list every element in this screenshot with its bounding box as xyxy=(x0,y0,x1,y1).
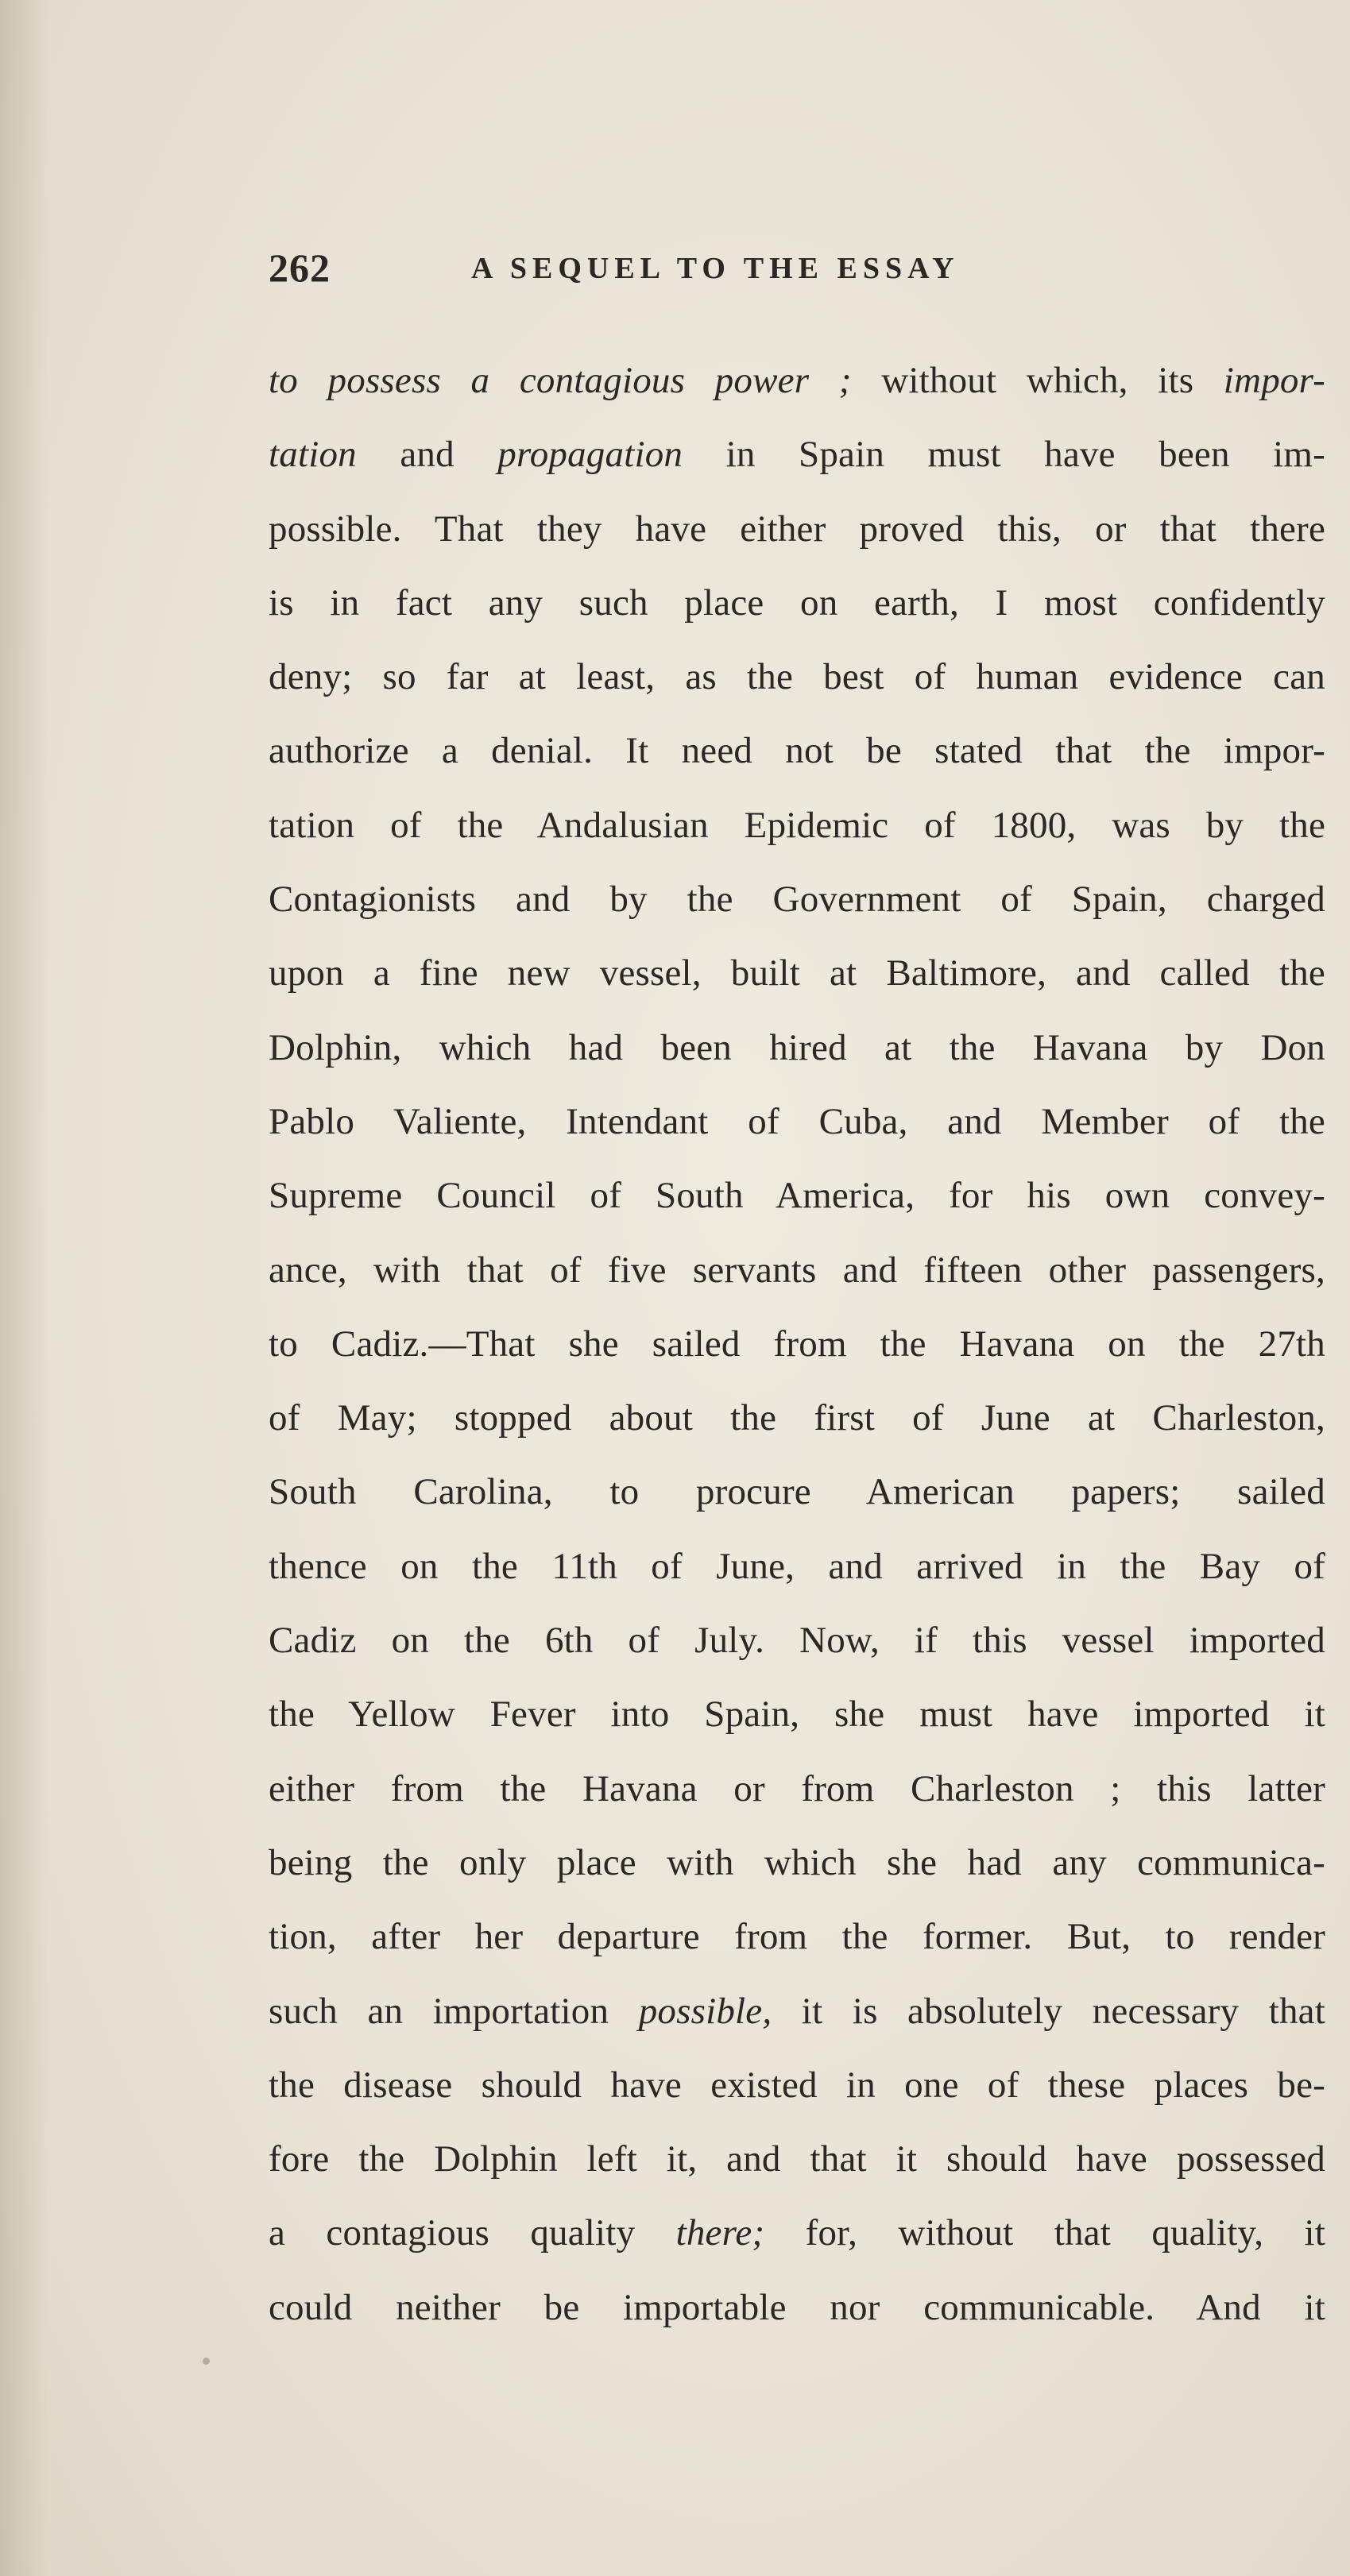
italic-segment: to possess a contagious power ; xyxy=(269,360,852,401)
text-segment: tation of the Andalusian Epidemic of 1800, was by the xyxy=(269,804,1325,846)
text-segment: fore the Dolphin left it, and that it should have possessed xyxy=(269,2138,1325,2180)
text-line xyxy=(269,789,1325,863)
text-line xyxy=(269,1604,1325,1678)
text-line xyxy=(269,1530,1325,1604)
italic-segment: impor- xyxy=(1223,360,1325,401)
text-segment: the Yellow Fever into Spain, she must have imported it xyxy=(269,1694,1325,1736)
text-segment: authorize a denial. It need not be stated that the impor- xyxy=(269,730,1325,772)
text-line xyxy=(269,1900,1325,1974)
page-header xyxy=(269,245,1111,308)
text-line xyxy=(269,1826,1325,1900)
text-segment: of May; stopped about the first of June at Charleston, xyxy=(269,1397,1325,1439)
text-line xyxy=(269,1752,1325,1826)
text-segment: for, without that quality, it xyxy=(764,2212,1325,2254)
text-segment: deny; so far at least, as the best of human evidence can xyxy=(269,656,1325,698)
text-segment: either from the Havana or from Charleston ; this latter xyxy=(269,1767,1325,1809)
text-segment: and xyxy=(356,434,498,476)
text-line xyxy=(269,566,1325,640)
text-line xyxy=(269,937,1325,1010)
text-line xyxy=(269,1159,1325,1233)
italic-segment: there; xyxy=(675,2212,765,2254)
text-segment: thence on the 11th of June, and arrived in the Bay of xyxy=(269,1545,1325,1587)
text-line xyxy=(269,640,1325,714)
text-line xyxy=(269,1455,1325,1529)
text-segment: Contagionists and by the Government of Spain, charged xyxy=(269,879,1325,921)
text-segment: Dolphin, which had been hired at the Havana by Don xyxy=(269,1026,1325,1068)
text-line xyxy=(269,344,1325,418)
text-line xyxy=(269,2049,1325,2122)
text-segment: upon a fine new vessel, built at Baltimore, and called the xyxy=(269,952,1325,994)
text-segment: being the only place with which she had any communica- xyxy=(269,1841,1325,1883)
text-segment: Cadiz on the 6th of July. Now, if this vessel imported xyxy=(269,1620,1325,1662)
text-line xyxy=(269,863,1325,937)
text-line xyxy=(269,418,1325,492)
text-line xyxy=(269,2271,1325,2345)
text-line xyxy=(269,492,1325,566)
text-segment: tion, after her departure from the former. But, to render xyxy=(269,1916,1325,1958)
page-edge-shadow xyxy=(0,0,48,2576)
text-line xyxy=(269,2196,1325,2270)
text-line xyxy=(269,714,1325,788)
text-line xyxy=(269,1011,1325,1085)
text-line xyxy=(269,1085,1325,1159)
text-segment: such an importation xyxy=(269,1990,639,2032)
text-segment: a contagious quality xyxy=(269,2212,676,2254)
text-segment: without which, its xyxy=(851,360,1224,401)
text-line xyxy=(269,1975,1325,2049)
text-segment: it is absolutely necessary that xyxy=(772,1990,1325,2032)
text-segment: ance, with that of five servants and fifteen other passengers, xyxy=(269,1249,1325,1291)
italic-segment: tation xyxy=(269,434,357,476)
paper-speck xyxy=(203,2358,210,2365)
page-number: 262 xyxy=(269,245,331,290)
text-line xyxy=(269,1307,1325,1381)
italic-segment: propagation xyxy=(497,434,683,476)
text-line xyxy=(269,1678,1325,1751)
text-segment: the disease should have existed in one of these places be- xyxy=(269,2064,1325,2106)
text-segment: Pablo Valiente, Intendant of Cuba, and Member of the xyxy=(269,1100,1325,1142)
text-segment: is in fact any such place on earth, I most confidently xyxy=(269,581,1325,624)
text-segment: to Cadiz.—That she sailed from the Havana on the 27th xyxy=(269,1323,1325,1365)
text-line xyxy=(269,1234,1325,1307)
running-title: A SEQUEL TO THE ESSAY xyxy=(471,252,960,285)
text-segment: could neither be importable nor communicable. And it xyxy=(269,2286,1325,2328)
body-text xyxy=(269,344,1325,2345)
italic-segment: possible, xyxy=(638,1990,772,2032)
text-segment: South Carolina, to procure American papers; sailed xyxy=(269,1471,1325,1513)
text-segment: possible. That they have either proved this, or that there xyxy=(269,508,1325,550)
text-line xyxy=(269,1381,1325,1455)
text-segment: Supreme Council of South America, for his own convey- xyxy=(269,1175,1325,1217)
text-line xyxy=(269,2122,1325,2196)
text-segment: in Spain must have been im- xyxy=(683,434,1325,476)
